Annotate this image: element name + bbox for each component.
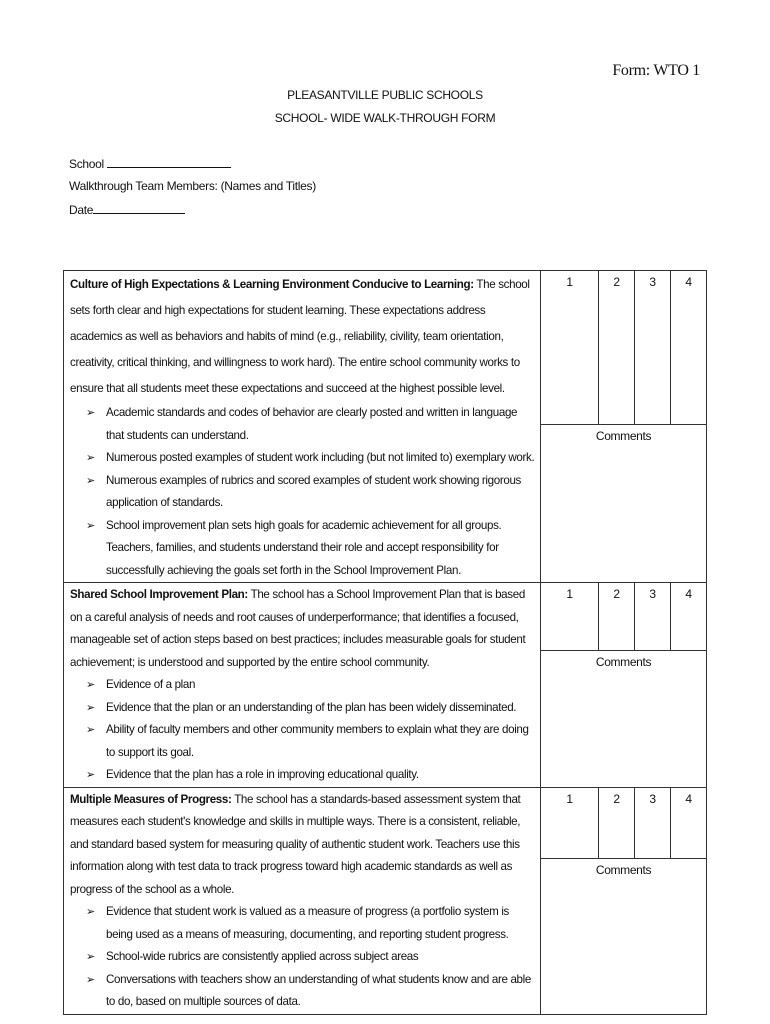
date-blank[interactable] [93,202,185,214]
comments-label: Comments [595,862,652,877]
evidence-item: ➢ Evidence of a plan [86,674,536,697]
school-label: School [69,157,104,171]
rating-3[interactable]: 3 [635,787,671,858]
rating-2[interactable]: 2 [599,787,635,858]
rating-1[interactable]: 1 [541,271,599,425]
rating-4[interactable]: 4 [671,787,707,858]
evidence-list [70,402,536,582]
evidence-item: ➢ Evidence that the plan or an understanding of the plan has been widely disseminated. [86,697,536,720]
date-field[interactable] [69,202,185,217]
criterion-description [64,583,541,788]
evidence-item: ➢ Evidence that student work is valued as a measure of progress (a portfolio system is being used as a means of measuring, documenting, and reporting student progress. [86,901,536,946]
rating-2[interactable]: 2 [599,271,635,425]
criterion-row [64,787,707,858]
rating-4[interactable]: 4 [671,271,707,425]
evidence-list [70,901,536,1014]
form-id: Form: WTO 1 [612,62,700,79]
school-blank[interactable] [107,156,231,168]
criterion-title: Shared School Improvement Plan: [70,588,248,601]
evidence-list [70,674,536,787]
date-label: Date [69,203,94,217]
rating-2[interactable]: 2 [599,583,635,651]
criterion-text: The school has a standards-based assessment system that measures each student's knowledge and skills in multiple ways. There is a consistent, reliable, and standard based system for measuring quality of authentic student work. Teachers use this information along with test data to track progress toward high academic standards as well as progress of the school as a whole. [70,792,521,896]
comments-label: Comments [595,429,652,443]
evidence-item: ➢ Academic standards and codes of behavior are clearly posted and written in language that students can understand. [86,402,536,447]
rating-1[interactable]: 1 [541,787,599,858]
evidence-item: ➢ Numerous examples of rubrics and scored examples of student work showing rigorous application of standards. [86,470,536,515]
evidence-item: ➢ Evidence that the plan has a role in improving educational quality. [86,764,536,787]
evidence-item: ➢ School improvement plan sets high goals for academic achievement for all groups. Teachers, families, and students understand their role and accept responsibility for successfully achieving the goals set forth in the School Improvement Plan. [86,515,536,583]
walkthrough-table [63,270,707,1015]
evidence-item: ➢ Ability of faculty members and other community members to explain what they are doing to support its goal. [86,719,536,764]
form-title: SCHOOL- WIDE WALK-THROUGH FORM [274,111,496,125]
rating-4[interactable]: 4 [671,583,707,651]
criterion-title: Multiple Measures of Progress: [70,792,232,806]
evidence-item: ➢ Numerous posted examples of student work including (but not limited to) exemplary work. [86,447,536,470]
criterion-text: The school sets forth clear and high expectations for student learning. These expectations address academics as well as behaviors and habits of mind (e.g., reliability, civility, team orientation, creativity, critical thinking, and willingness to work hard). The entire school community works to ensure that all students meet these expectations and succeed at the highest possible level. [70,278,530,395]
criterion-title: Culture of High Expectations & Learning Environment Conducive to Learning: [70,278,474,291]
criterion-row [64,583,707,651]
criterion-text: The school has a School Improvement Plan that is based on a careful analysis of needs and root causes of underperformance; that identifies a focused, manageable set of action steps based on best practices; includes measurable goals for student achievement; is understood and supported by the entire school community. [70,588,526,669]
criterion-description [64,787,541,1014]
criterion-description [64,271,541,583]
criterion-row [64,271,707,425]
school-field[interactable] [69,156,231,171]
comments-label: Comments [595,655,652,669]
evidence-item: ➢ Conversations with teachers show an understanding of what students know and are able to do, based on multiple sources of data. [86,969,536,1014]
comments-box[interactable] [541,858,707,1014]
organization-name: PLEASANTVILLE PUBLIC SCHOOLS [287,88,483,102]
rating-3[interactable]: 3 [635,271,671,425]
evidence-item: ➢ School-wide rubrics are consistently applied across subject areas [86,946,536,969]
rating-3[interactable]: 3 [635,583,671,651]
comments-box[interactable] [541,651,707,788]
comments-box[interactable] [541,425,707,583]
team-members-label: Walkthrough Team Members: (Names and Titles) [69,179,316,193]
rating-1[interactable]: 1 [541,583,599,651]
